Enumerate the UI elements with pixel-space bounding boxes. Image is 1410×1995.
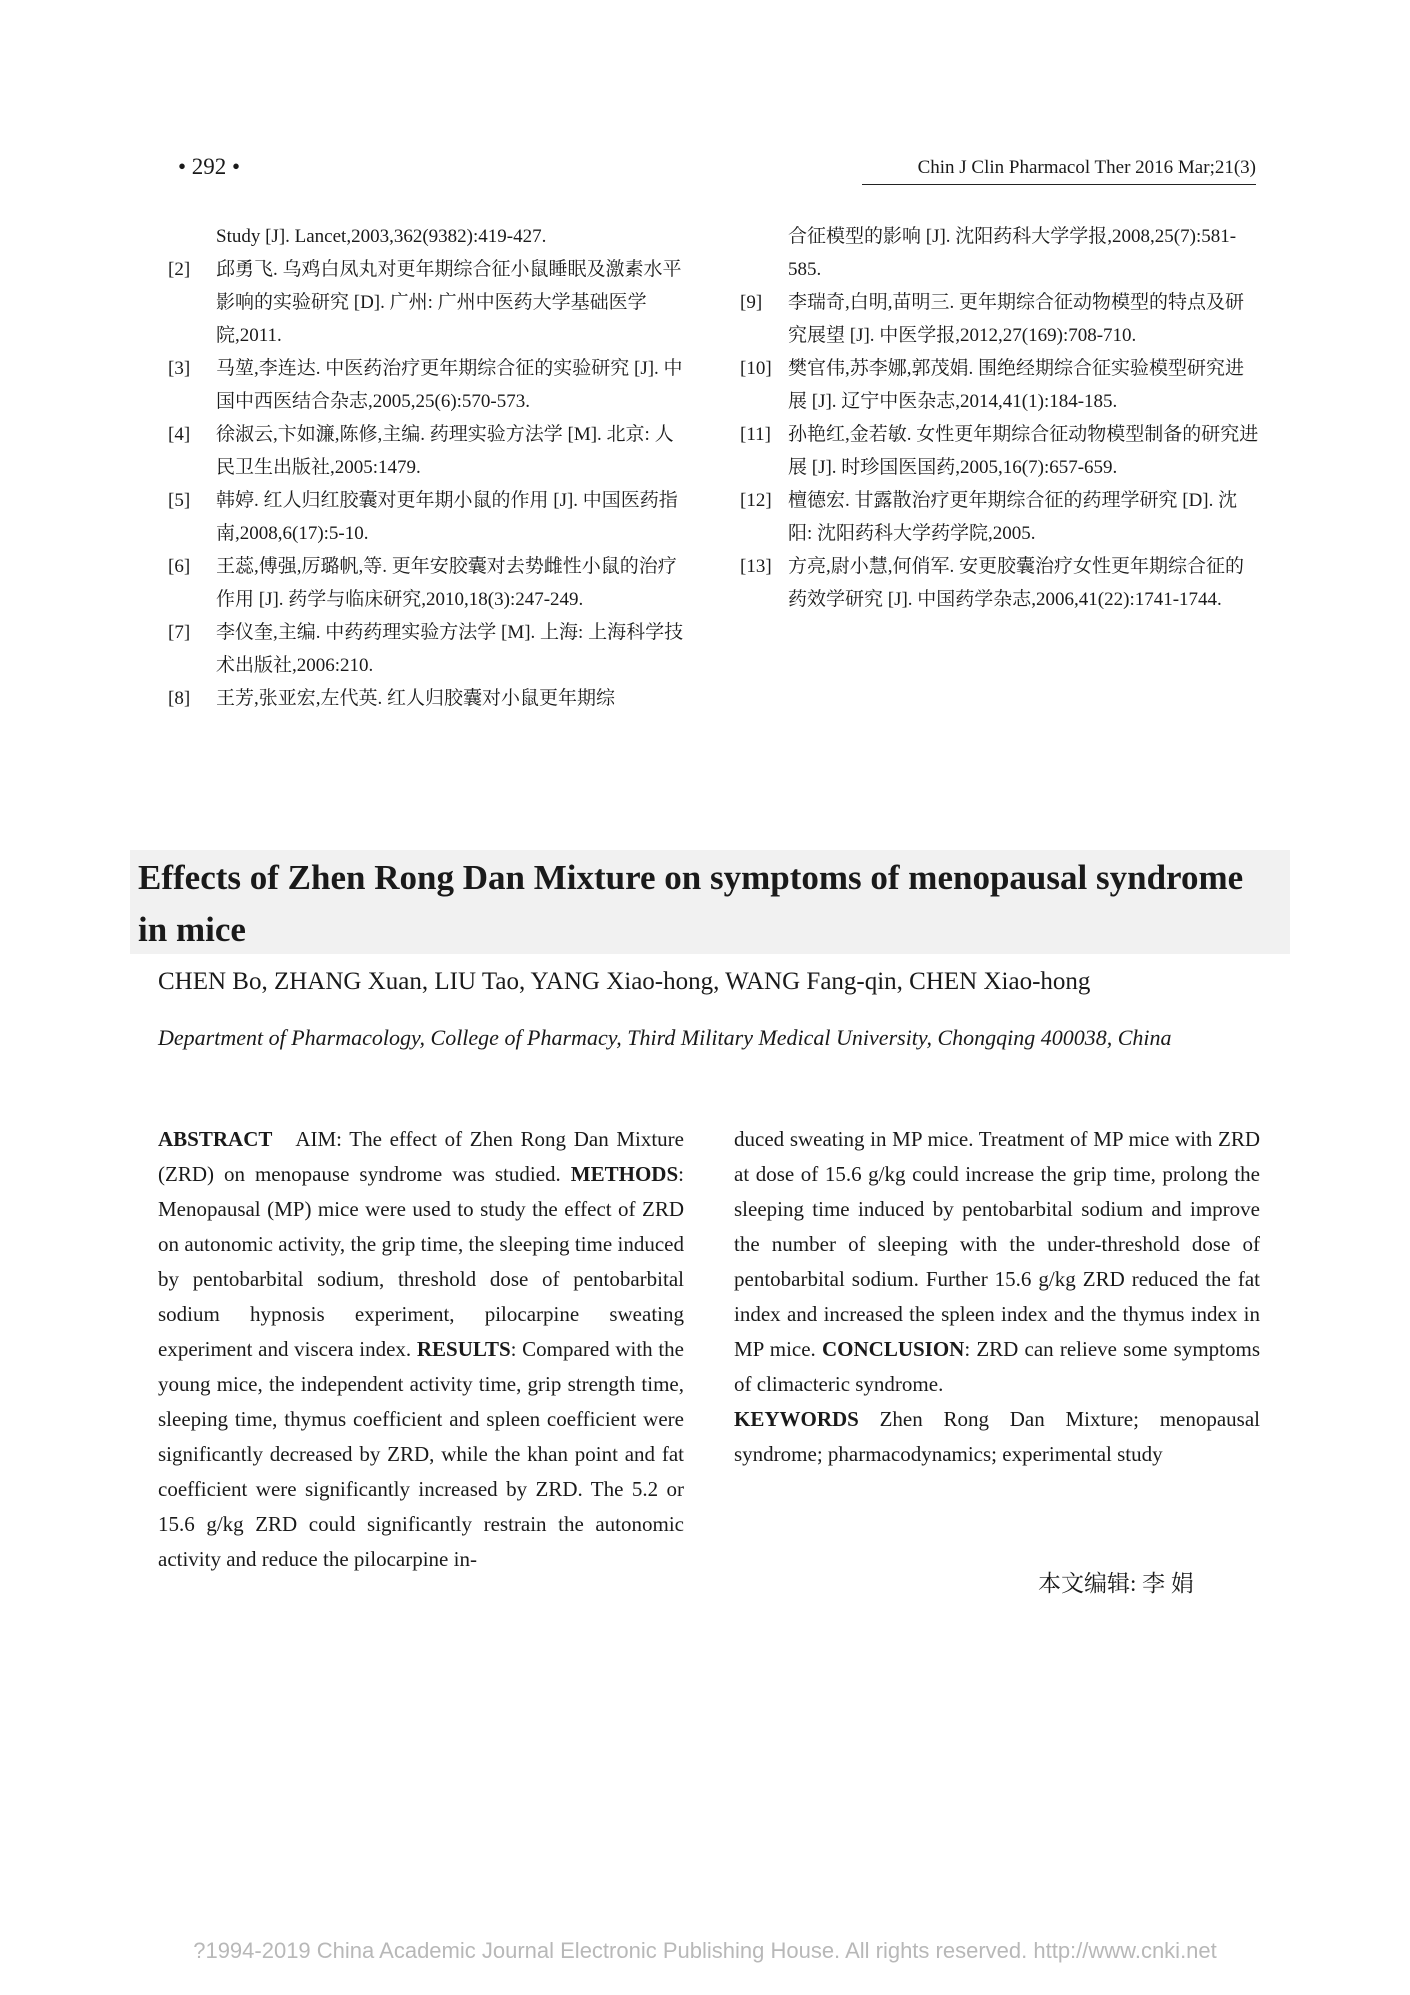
article-title: Effects of Zhen Rong Dan Mixture on symptoms of menopausal syndrome in mice bbox=[138, 858, 1244, 949]
abstract-label: ABSTRACT bbox=[158, 1127, 273, 1151]
reference-item: [4] 徐淑云,卞如濂,陈修,主编. 药理实验方法学 [M]. 北京: 人民卫生出版社,2005:1479. bbox=[168, 424, 674, 478]
methods-text: : Menopausal (MP) mice were used to study the effect of ZRD on autonomic activity, the grip time, the sleeping time induced by pentobarbital sodium, threshold dose of pentobarbital sodium hypnosis experiment, pilocarpine sweating experiment and viscera index. bbox=[158, 1162, 684, 1361]
reference-item: Study [J]. Lancet,2003,362(9382):419-427. bbox=[216, 226, 547, 247]
reference-item: [11] 孙艳红,金若敏. 女性更年期综合征动物模型制备的研究进展 [J]. 时珍国医国药,2005,16(7):657-659. bbox=[740, 424, 1259, 478]
conclusion-text: : ZRD can relieve some symptoms of climacteric syndrome. bbox=[734, 1337, 1260, 1396]
reference-item: [9] 李瑞奇,白明,苗明三. 更年期综合征动物模型的特点及研究展望 [J]. 中医学报,2012,27(169):708-710. bbox=[740, 292, 1245, 346]
header-rule bbox=[862, 184, 1256, 185]
reference-item: [13] 方亮,尉小慧,何俏军. 安更胶囊治疗女性更年期综合征的药效学研究 [J]. 中国药学杂志,2006,41(22):1741-1744. bbox=[740, 556, 1245, 610]
references-left-column bbox=[168, 220, 688, 715]
copyright-footer: ?1994-2019 China Academic Journal Electronic Publishing House. All rights reserved. http://www.cnki.net bbox=[193, 1938, 1217, 1963]
reference-item: [6] 王蕊,傅强,厉璐帆,等. 更年安胶囊对去势雌性小鼠的治疗作用 [J]. 药学与临床研究,2010,18(3):247-249. bbox=[168, 556, 677, 610]
reference-item: [2] 邱勇飞. 乌鸡白凤丸对更年期综合征小鼠睡眠及激素水平影响的实验研究 [D]. 广州: 广州中医药大学基础医学院,2011. bbox=[168, 259, 682, 346]
results-text: : Compared with the young mice, the independent activity time, grip strength time, sleeping time, thymus coefficient and spleen coefficient were significantly decreased by ZRD, while the khan point and fat coefficient were significantly increased by ZRD. The 5.2 or 15.6 g/kg ZRD could significantly restrain the autonomic activity and reduce the pilocarpine in- bbox=[158, 1337, 684, 1571]
references-right-column bbox=[740, 220, 1260, 616]
results-label: RESULTS bbox=[416, 1337, 511, 1361]
page-number: • 292 • bbox=[178, 154, 241, 179]
reference-item: [3] 马堃,李连达. 中医药治疗更年期综合征的实验研究 [J]. 中国中西医结合杂志,2005,25(6):570-573. bbox=[168, 358, 683, 412]
abstract-left-column bbox=[158, 1122, 684, 1577]
affiliation: Department of Pharmacology, College of Pharmacy, Third Military Medical University, Chongqing 400038, China bbox=[158, 1025, 1172, 1050]
abstract-right-column bbox=[734, 1122, 1260, 1472]
reference-item: [8] 王芳,张亚宏,左代英. 红人归胶囊对小鼠更年期综 bbox=[168, 688, 616, 709]
reference-item: [7] 李仪奎,主编. 中药药理实验方法学 [M]. 上海: 上海科学技术出版社,2006:210. bbox=[168, 622, 684, 676]
results-text-continued: duced sweating in MP mice. Treatment of MP mice with ZRD at dose of 15.6 g/kg could increase the grip time, prolong the sleeping time induced by pentobarbital sodium and improve the number of sleeping with the under-threshold dose of pentobarbital sodium. Further 15.6 g/kg ZRD reduced the fat index and increased the spleen index and the thymus index in MP mice. bbox=[734, 1127, 1260, 1361]
reference-item: 合征模型的影响 [J]. 沈阳药科大学学报,2008,25(7):581-585. bbox=[788, 226, 1237, 280]
methods-label: METHODS bbox=[570, 1162, 679, 1186]
reference-item: [12] 檀德宏. 甘露散治疗更年期综合征的药理学研究 [D]. 沈阳: 沈阳药科大学药学院,2005. bbox=[740, 490, 1238, 544]
reference-item: [5] 韩婷. 红人归红胶囊对更年期小鼠的作用 [J]. 中国医药指南,2008,6(17):5-10. bbox=[168, 490, 678, 544]
journal-header: Chin J Clin Pharmacol Ther 2016 Mar;21(3) bbox=[917, 157, 1256, 178]
aim-text: : The effect of Zhen Rong Dan Mixture (ZRD) on menopause syndrome was studied. bbox=[158, 1127, 684, 1186]
keywords-text: Zhen Rong Dan Mixture; menopausal syndrome; pharmacodynamics; experimental study bbox=[734, 1407, 1260, 1466]
conclusion-label: CONCLUSION bbox=[821, 1337, 965, 1361]
aim-label: AIM bbox=[295, 1127, 337, 1151]
reference-item: [10] 樊官伟,苏李娜,郭茂娟. 围绝经期综合征实验模型研究进展 [J]. 辽宁中医杂志,2014,41(1):184-185. bbox=[740, 358, 1245, 412]
authors: CHEN Bo, ZHANG Xuan, LIU Tao, YANG Xiao-hong, WANG Fang-qin, CHEN Xiao-hong bbox=[158, 968, 1091, 995]
keywords-label: KEYWORDS bbox=[734, 1407, 859, 1431]
editor-note: 本文编辑: 李 娟 bbox=[1038, 1571, 1194, 1596]
